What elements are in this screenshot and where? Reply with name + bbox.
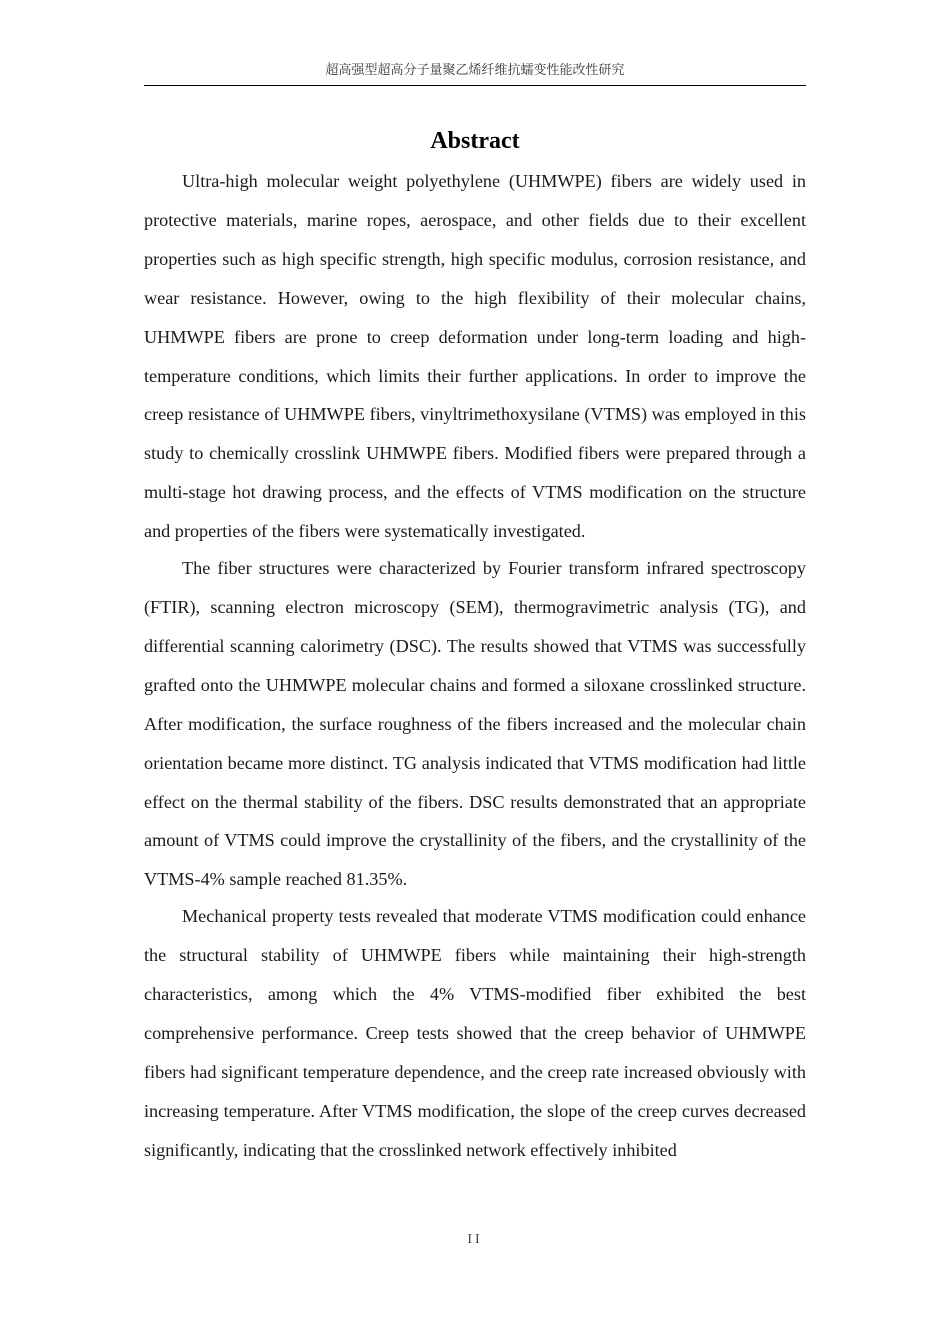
abstract-body xyxy=(144,162,806,1168)
abstract-heading: Abstract xyxy=(430,128,520,154)
abstract-paragraph-3: Mechanical property tests revealed that moderate VTMS modification could enhance the structural stability of UHMWPE fibers while maintaining their high-strength characteristics, among which the 4% VTMS-modified fiber exhibited the best comprehensive performance. Creep tests showed that the creep behavior of UHMWPE fibers had significant temperature dependence, and the creep rate increased obviously with increasing temperature. After VTMS modification, the slope of the creep curves decreased significantly, indicating that the crosslinked network effectively inhibited xyxy=(144,906,806,1160)
page-number: II xyxy=(467,1232,483,1247)
abstract-paragraph-2: The fiber structures were characterized by Fourier transform infrared spectroscopy (FTIR), scanning electron microscopy (SEM), thermogravimetric analysis (TG), and differential scanning calorimetry (DSC). The results showed that VTMS was successfully grafted onto the UHMWPE molecular chains and formed a siloxane crosslinked structure. After modification, the surface roughness of the fibers increased and the molecular chain orientation became more distinct. TG analysis indicated that VTMS modification had little effect on the thermal stability of the fibers. DSC results demonstrated that an appropriate amount of VTMS could improve the crystallinity of the fibers, and the crystallinity of the VTMS-4% sample reached 81.35%. xyxy=(144,558,806,890)
running-header: 超高强型超高分子量聚乙烯纤维抗蠕变性能改性研究 xyxy=(144,62,806,86)
abstract-paragraph-1: Ultra-high molecular weight polyethylene (UHMWPE) fibers are widely used in protective materials, marine ropes, aerospace, and other fields due to their excellent properties such as high specific strength, high specific modulus, corrosion resistance, and wear resistance. However, owing to the high flexibility of their molecular chains, UHMWPE fibers are prone to creep deformation under long-term loading and high-temperature conditions, which limits their further applications. In order to improve the creep resistance of UHMWPE fibers, vinyltrimethoxysilane (VTMS) was employed in this study to chemically crosslink UHMWPE fibers. Modified fibers were prepared through a multi-stage hot drawing process, and the effects of VTMS modification on the structure and properties of the fibers were systematically investigated. xyxy=(144,171,806,542)
